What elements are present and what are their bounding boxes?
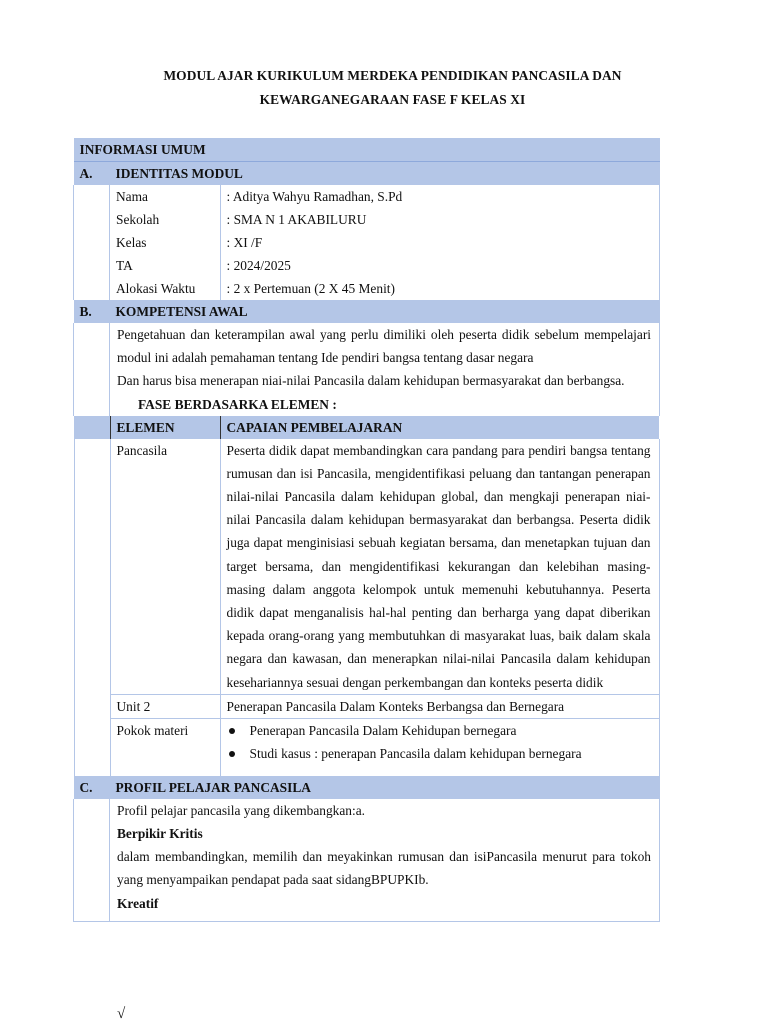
module-table <box>73 138 660 922</box>
bullet-icon <box>229 728 235 734</box>
profil-sub-berpikir-kritis: Berpikir Kritis <box>117 826 203 842</box>
pokok-row <box>74 719 659 776</box>
section-c-band <box>74 776 660 799</box>
fase-heading: FASE BERDASARKA ELEMEN : <box>138 396 337 412</box>
identity-label: Alokasi Waktu <box>116 281 196 296</box>
title-line-2: KEWARGANEGARAAN FASE F KELAS XI <box>259 92 526 107</box>
identity-row <box>110 254 659 277</box>
profil-sub-kreatif: Kreatif <box>117 895 159 911</box>
capaian-text: Peserta didik dapat membandingkan cara pandang para pendiri bangsa tentang rumusan dan isi Pancasila, mengidentifikasi peluang dan tantangan penerapan nilai-nilai Pancasila dalam kehidupan global, dan mengkaji penerapan niai-nilai Pancasila dalam kehidupan bermasyarakat dan berbangsa. Peserta didik juga dapat menginisiasi sebuah kegiatan bersama, dan menetapkan tujuan dan target bersama, dan mengidentifikasi kekurangan dan kelebihan masing-masing dalam anggota kelompok untuk memenuhi kebutuhannya. Peserta didik dapat menganalisis hal-hal penting dan berharga yang dapat diberikan kepada orang-orang yang membutuhkan di masyarakat luas, baik dalam skala negara dan kawasan, dan menerapkan nilai-nilai Pancasila dalam kehidupan kesehariannya sesuai dengan perkembangan dan konteks peserta didik <box>220 439 659 695</box>
identity-value: : SMA N 1 AKABILURU <box>220 208 659 231</box>
section-b-band <box>74 300 660 323</box>
section-a-heading: IDENTITAS MODUL <box>110 162 660 186</box>
identity-label: Kelas <box>116 235 147 250</box>
unit-row <box>74 694 659 718</box>
capaian-row <box>74 439 659 695</box>
identity-label: Sekolah <box>116 212 160 227</box>
identity-value: : 2 x Pertemuan (2 X 45 Menit) <box>220 277 659 300</box>
capaian-table <box>74 416 660 776</box>
section-a-letter: A. <box>74 162 110 186</box>
identity-row <box>110 277 659 300</box>
kompetensi-paragraph-1: Pengetahuan dan keterampilan awal yang perlu dimiliki oleh peserta didik sebelum mempelajari modul ini adalah pemahaman tentang Ide pendiri bangsa tentang dasar negara <box>117 327 651 366</box>
section-a-body <box>74 185 660 300</box>
col-elemen: ELEMEN <box>110 416 220 439</box>
capaian-header <box>74 416 659 439</box>
unit-value: Penerapan Pancasila Dalam Konteks Berbangsa dan Bernegara <box>220 694 659 718</box>
bullet-icon <box>229 751 235 757</box>
informasi-umum-heading: INFORMASI UMUM <box>74 138 660 162</box>
identity-row <box>110 231 659 254</box>
section-c-letter: C. <box>74 776 110 799</box>
section-c-heading: PROFIL PELAJAR PANCASILA <box>110 776 660 799</box>
identity-value: : 2024/2025 <box>220 254 659 277</box>
document-title <box>110 64 675 112</box>
col-capaian: CAPAIAN PEMBELAJARAN <box>220 416 659 439</box>
identity-row <box>110 185 659 208</box>
check-mark: √ <box>117 1006 126 1022</box>
identity-table <box>110 185 659 300</box>
title-line-1: MODUL AJAR KURIKULUM MERDEKA PENDIDIKAN PANCASILA DAN <box>163 68 622 83</box>
identity-label: Nama <box>116 189 148 204</box>
section-b-letter: B. <box>74 300 110 323</box>
identity-label: TA <box>116 258 133 273</box>
identity-value: : XI /F <box>220 231 659 254</box>
profil-intro: Profil pelajar pancasila yang dikembangkan:a. <box>117 802 366 818</box>
pokok-label: Pokok materi <box>110 719 220 776</box>
unit-label: Unit 2 <box>110 694 220 718</box>
list-item: Penerapan Pancasila Dalam Kehidupan bernegara <box>227 719 653 742</box>
identity-value: : Aditya Wahyu Ramadhan, S.Pd <box>220 185 659 208</box>
elemen-name: Pancasila <box>110 439 220 695</box>
section-b-heading: KOMPETENSI AWAL <box>110 300 660 323</box>
identity-row <box>110 208 659 231</box>
informasi-umum-band <box>74 138 660 162</box>
section-a-band <box>74 162 660 186</box>
kompetensi-paragraph-2: Dan harus bisa menerapan niai-nilai Pancasila dalam kehidupan bermasyarakat dan berbangsa. <box>117 373 625 389</box>
capaian-section <box>74 416 660 776</box>
section-b-body <box>74 323 660 416</box>
section-c-body <box>74 799 660 922</box>
profil-sub-berpikir-kritis-text: dalam membandingkan, memilih dan meyakinkan rumusan dan isiPancasila menurut para tokoh yang menyampaikan pendapat pada saat sidangBPUPKIb. <box>117 849 651 888</box>
list-item: Studi kasus : penerapan Pancasila dalam kehidupan bernegara <box>227 742 653 765</box>
pokok-list <box>227 719 653 766</box>
